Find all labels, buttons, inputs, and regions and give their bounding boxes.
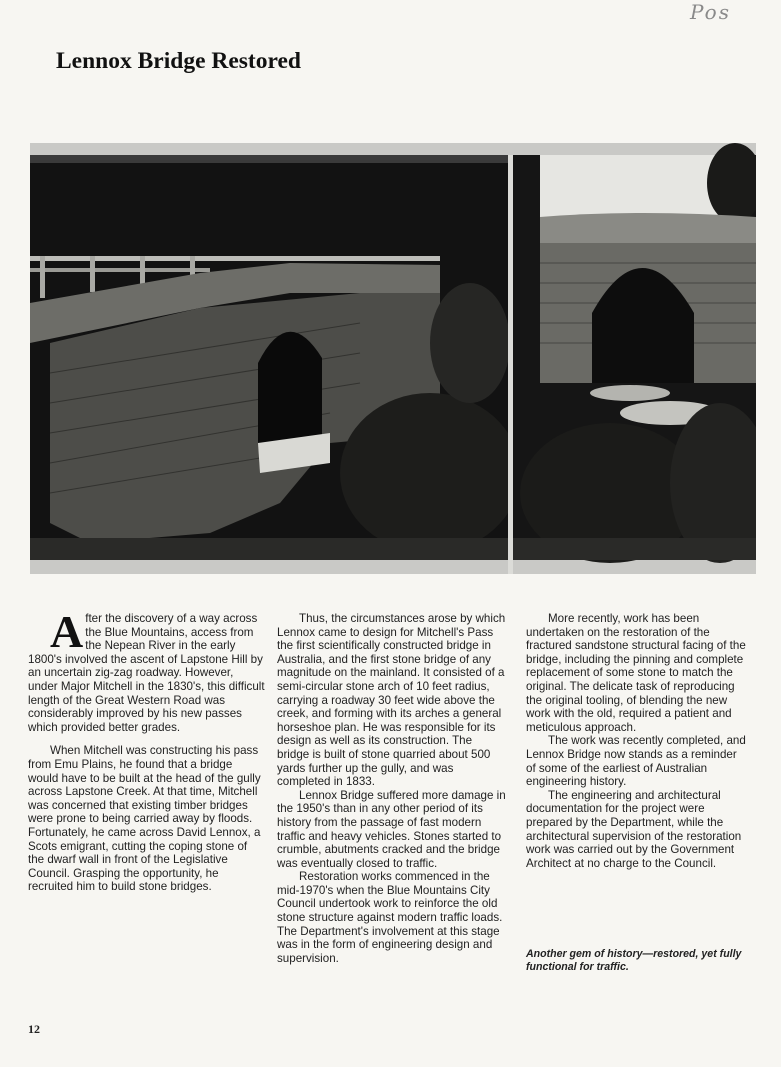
page-number: 12 [28, 1022, 40, 1036]
article-column-2 [277, 612, 507, 965]
paragraph: When Mitchell was constructing his pass from Emu Plains, he found that a bridge would have to be built at the head of the gully across Lapstone Creek. At that time, Mitchell was concerned that existing timber bridges were prone to being carried away by floods. Fortunately, he came across David Lennox, a Scots emigrant, cutting the coping stone of the dwarf wall in front of the Legislative Council. Grasping the opportunity, he recruited him to build stone bridges. [28, 744, 261, 894]
handwritten-annotation: Pos [690, 0, 731, 24]
photo-strip [30, 143, 756, 574]
photo-caption: Another gem of history—restored, yet fully functional for traffic. [526, 948, 742, 973]
left-bridge-photo [30, 155, 520, 560]
paragraph: Restoration works commenced in the mid-1970's when the Blue Mountains City Council undertook work to reinforce the old stone structure against modern traffic loads. The Department's involvement at this stage was in the form of engineering design and supervision. [277, 870, 503, 965]
paragraph: More recently, work has been undertaken on the restoration of the fractured sandstone structural facing of the bridge, including the pinning and complete replacement of some stone to match the original. The delicate task of reproducing the original tooling, of blending the new work with the old, required a patient and meticulous approach. [526, 612, 746, 734]
article-column-3 [526, 612, 748, 870]
right-bridge-photo [513, 143, 756, 563]
paragraph: The engineering and architectural documentation for the project were prepared by the Department, while the architectural supervision of the restoration work was carried out by the Government Architect at no charge to the Council. [526, 788, 742, 870]
article-title: Lennox Bridge Restored [56, 48, 302, 74]
paragraph: Lennox Bridge suffered more damage in the 1950's than in any other period of its history from the passage of fast modern traffic and heavy vehicles. Stones started to crumble, abutments cracked and the bridge was eventually closed to traffic. [277, 788, 506, 870]
paragraph: The work was recently completed, and Lennox Bridge now stands as a reminder of some of the earliest of Australian engineering history. [526, 734, 746, 789]
paragraph: After the discovery of a way across the Blue Mountains, access from the Nepean River in the early 1800's involved the ascent of Lapstone Hill by an uncertain zig-zag roadway. However, under Major Mitchell in the 1830's, this difficult length of the Great Western Road was considerably improved by his new passes which provided better grades. [28, 606, 265, 734]
drop-cap: A [50, 606, 84, 657]
paragraph: Thus, the circumstances arose by which Lennox came to design for Mitchell's Pass the first scientifically constructed bridge in Australia, and the first stone bridge of any magnitude on the mainland. It consisted of a semi-circular stone arch of 10 feet radius, carrying a roadway 30 feet wide above the creek, and forming with its arches a general horseshoe plan. He was responsible for its design as well as its construction. The bridge is built of stone quarried about 500 yards further up the gully, and was completed in 1833. [277, 612, 506, 789]
article-column-1 [28, 606, 265, 894]
